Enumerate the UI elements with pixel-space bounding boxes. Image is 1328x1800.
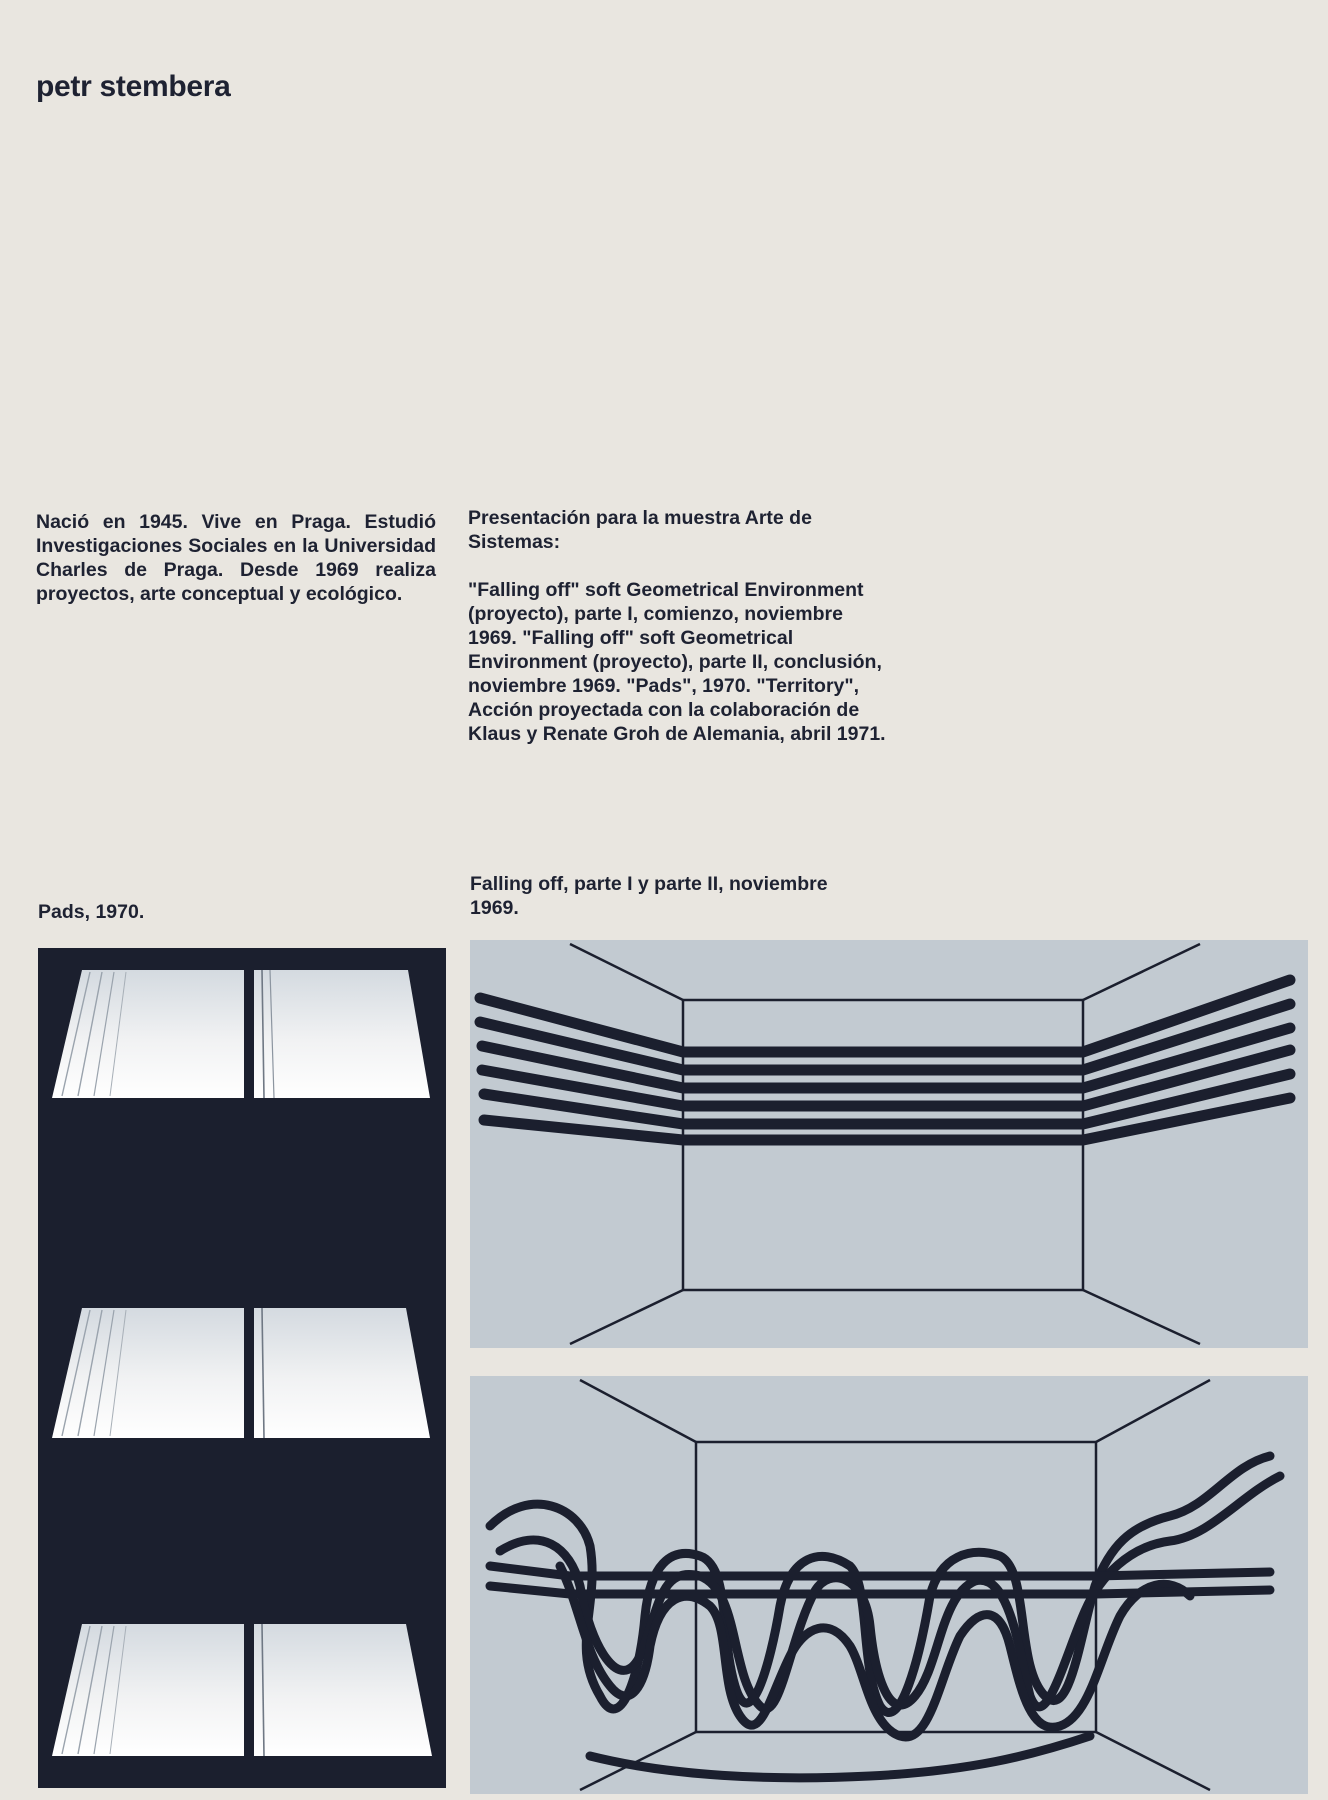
pads-photo bbox=[38, 948, 446, 1788]
pad-1 bbox=[52, 966, 430, 1102]
falling-off-part-2-photo bbox=[470, 1376, 1308, 1794]
page-title: petr stembera bbox=[36, 70, 231, 103]
presentation-heading: Presentación para la muestra Arte de Sistemas: bbox=[468, 507, 812, 553]
artist-bio: Nació en 1945. Vive en Praga. Estudió Investigaciones Sociales en la Universidad Charles de Praga. Desde 1969 realiza proyectos, arte conceptual y ecológico. bbox=[36, 511, 436, 605]
presentation-block bbox=[468, 506, 888, 746]
falling-off-caption: Falling off, parte I y parte II, noviembre 1969. bbox=[470, 873, 828, 919]
pad-2 bbox=[52, 1304, 430, 1442]
falling-off-part-1-photo bbox=[470, 940, 1308, 1348]
pad-3 bbox=[52, 1620, 432, 1760]
pads-caption: Pads, 1970. bbox=[38, 901, 145, 923]
presentation-body: "Falling off" soft Geometrical Environment (proyecto), parte I, comienzo, noviembre 1969. "Falling off" soft Geometrical Environment (proyecto), parte II, conclusión, noviembre 1969. "Pads", 1970. "Territory", Acción proyectada con la colaboración de Klaus y Renate Groh de Alemania, abril 1971. bbox=[468, 579, 886, 745]
